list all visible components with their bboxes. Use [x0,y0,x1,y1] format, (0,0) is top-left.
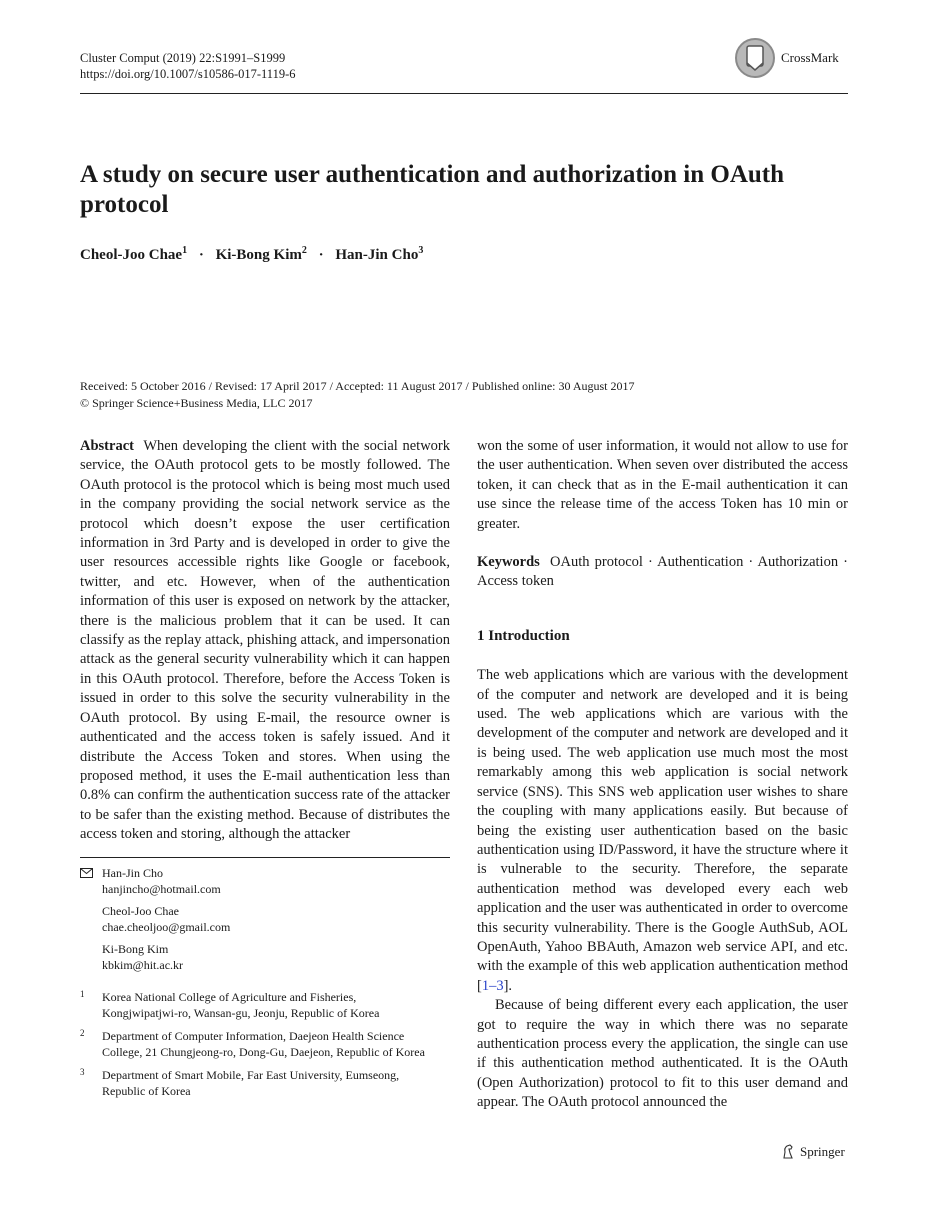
footnote-rule [80,857,450,858]
affiliation-marker: 2 [301,245,307,256]
author-separator: · [318,247,324,263]
doi-link[interactable]: https://doi.org/10.1007/s10586-017-1119-6 [80,67,296,81]
crossmark-label: CrossMark [781,50,839,65]
author-name[interactable]: Cheol-Joo Chae [80,247,183,263]
corresponding-contacts [80,866,450,981]
author-name[interactable]: Ki-Bong Kim [215,247,302,263]
intro-paragraph [477,666,848,996]
author-list [80,241,423,265]
paper-title: A study on secure user authentication and authorization in OAuth protocol [80,161,785,218]
contact-email[interactable]: hanjincho@hotmail.com [102,881,221,896]
abstract-text: When developing the client with the social network service, the OAuth protocol gets to be mostly followed. The OAuth protocol is the protocol which is being most much used in the company providing the social network service as the protocol which doesn’t expose the user certification information in 3rd Party and is developed in order to give the user resources accessible rights like Google or facebook, twitter, and etc. However, when of the authentication information of this user is exposed on network by the attacker, there is the malicious problem that it can be used. It can classify as the replay attack, phishing attack, and impersonation attack as the general security vulnerability which it can happen in this OAuth protocol. Therefore, before the Access Token is issued in order to this solve the security vulnerability in the OAuth protocol. By using E-mail, the resource owner is authenticated and the access token is safely issued. And it distribute the Access Token and stores. When using the proposed method, it uses the E-mail authentication less than 0.8% can confirm the authentication success rate of the attacker to be safer than the existing method. Because of distributes the access token and storing, although the attacker [80,438,450,843]
springer-horse-icon [780,1144,796,1160]
header-rule [80,93,848,94]
keywords-heading: Keywords [477,554,540,571]
keywords-text: OAuth protocol · Authentication · Authorization · Access token [477,554,849,590]
contact-email[interactable]: kbkim@hit.ac.kr [102,957,184,972]
contact-name: Han-Jin Cho [102,866,163,880]
dates-line: Received: 5 October 2016 / Revised: 17 April 2017 / Accepted: 11 August 2017 / Published online: 30 August 2017 [80,379,635,393]
affiliation-number: 2 [80,1028,85,1039]
abstract-continued: won the some of user information, it would not allow to use for the user authentication. When seven over distributed the access token, it can check that as in the E-mail authentication it can use since the release time of the access Token has 10 min or greater. [477,438,848,532]
abstract-heading: Abstract [80,438,134,454]
affiliation-entry [80,1029,430,1060]
contact-entry [102,942,450,973]
affiliation-marker: 1 [182,245,188,256]
affiliation-list [80,990,430,1108]
affiliation-entry [80,990,430,1021]
affiliation-text: Department of Computer Information, Daejeon Health Science College, 21 Chungjeong-ro, Dong-Gu, Daejeon, Republic of Korea [102,1029,425,1059]
abstract-block [80,437,450,845]
author-separator: · [198,247,204,263]
journal-line: Cluster Comput (2019) 22:S1991–S1999 [80,51,286,65]
author-name[interactable]: Han-Jin Cho [335,247,419,263]
intro-text-end: ]. [503,977,513,994]
intro-text: The web applications which are various with the development of the computer and network are developed and it is being used. The web applications which are various with the development of the computer and network are developed and it is being used. The web application use much most the most remarkably among this web application is social network service (SNS). This SNS web application user wishes to share the coupling with many applications easily. But because of being the existing user authentication based on the basic authentication using ID/Password, it have the structure where it is vulnerable to the security. Therefore, the separate authentication method was developed every each web application and the user was authenticated in order to overcome this security vulnerability. There is the Google AuthSub, AOL OpenAuth, Yahoo BBAuth, Amazon web service API, and etc. with the example of this web application authentication method [ [477,667,848,994]
citation-link[interactable]: 3 [496,977,504,994]
envelope-icon [80,868,93,878]
crossmark-badge[interactable] [735,38,839,78]
affiliation-text: Department of Smart Mobile, Far East University, Eumseong, Republic of Korea [102,1068,400,1098]
citation-link[interactable]: 1 [481,977,490,994]
contact-email[interactable]: chae.cheoljoo@gmail.com [102,919,231,934]
affiliation-number: 1 [80,989,85,999]
keywords-block [477,553,848,592]
affiliation-text: Korea National College of Agriculture and Fisheries, Kongjwipatjwi-ro, Wansan-gu, Jeonju, Republic of Korea [102,990,380,1020]
contact-entry [102,904,450,935]
affiliation-number: 3 [80,1067,85,1078]
copyright-line: © Springer Science+Business Media, LLC 2017 [80,396,313,410]
publication-dates [80,378,635,412]
affiliation-marker: 3 [418,245,424,256]
intro-paragraph: Because of being different every each application, the user got to require the way in which there was no separate authentication process every the application, the single can use if this authentication method authenticated. It is the OAuth (Open Authorization) protocol to fit to this user demand and appear. The OAuth protocol announced the [477,997,848,1111]
publisher-logo [780,1144,845,1160]
contact-entry [102,866,450,897]
section-heading-introduction: 1 Introduction [477,627,570,644]
right-column [477,437,848,1113]
crossmark-icon [735,38,775,78]
journal-citation [80,50,296,82]
contact-name: Ki-Bong Kim [102,942,169,957]
contact-name: Cheol-Joo Chae [102,904,179,919]
affiliation-entry [80,1068,430,1099]
publisher-name: Springer [800,1144,845,1159]
citation-dash: – [489,977,497,994]
